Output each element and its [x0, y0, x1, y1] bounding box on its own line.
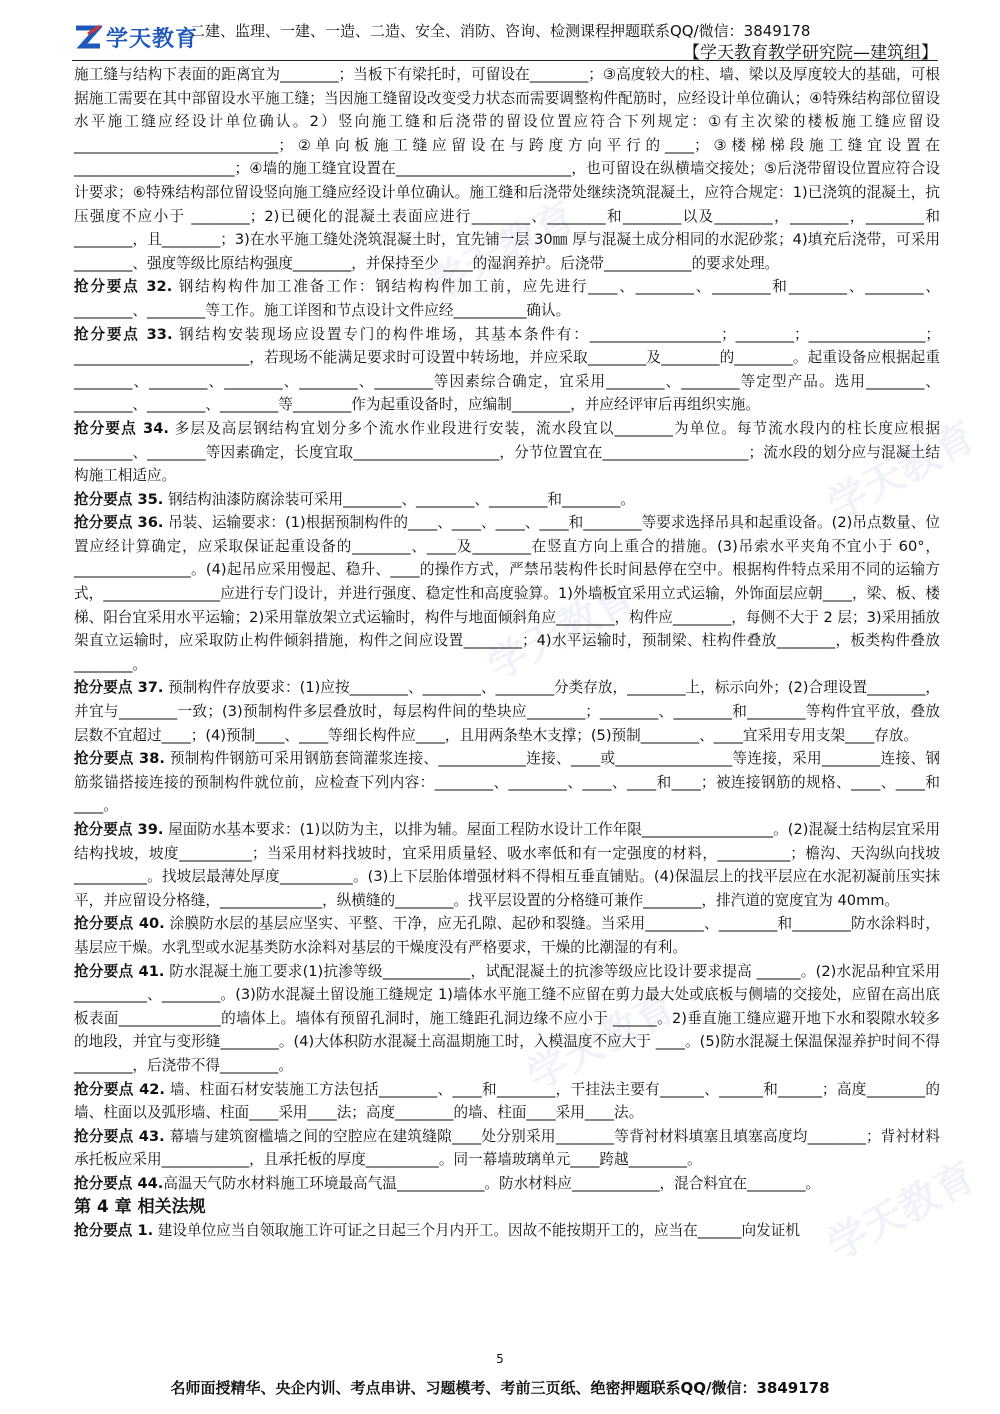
- key-point-text: 吊装、运输要求：(1)根据预制构件的____、____、____、____和________等要求选择吊具和起重设备。(2)吊点数量、位置应经计算确定，应采取保证起重设备的________、____及________在竖直方向上重合的措施。(3)吊索水平夹角不宜小于 60°，________________。(4)起吊应采用慢起、稳升、____的操作方式，严禁吊装构件长时间悬停在空中。根据构件特点采用不同的运输方式，________________应进行专门设计，并进行强度、稳定性和高度验算。1)外墙板宜采用立式运输，外饰面层应朝____，梁、板、楼梯、阳台宜采用水平运输；2)采用靠放架立式运输时，构件与地面倾斜角应________，构件应________，每侧不大于 2 层；3)采用插放架直立运输时，应采取防止构件倾斜措施，构件之间应设置________；4)水平运输时，预制梁、柱构件叠放________，板类构件叠放________。: [74, 514, 940, 673]
- key-point-33: [74, 323, 940, 417]
- watermark: 学天教育: [820, 413, 984, 530]
- key-point-label: 抢分要点 35.: [74, 490, 164, 508]
- key-point-34: [74, 417, 940, 488]
- key-point-39: [74, 818, 940, 912]
- key-point-32: [74, 275, 940, 322]
- logo-icon: [74, 24, 102, 50]
- logo-text: 学天教育: [106, 26, 199, 52]
- key-point-text: 墙、柱面石材安装施工方法包括________、____和________，干挂法主要有______、______和______；高度________的墙、柱面以及弧形墙、柱面____采用____法；高度________的墙、柱面____采用____法。: [74, 1080, 940, 1122]
- page-number: 5: [496, 1352, 504, 1366]
- watermark: 学天教育: [520, 983, 684, 1100]
- key-point-text: 涂膜防水层的基层应坚实、平整、干净，应无孔隙、起砂和裂缝。当采用________、________和________防水涂料时，基层应干燥。水乳型或水泥基类防水涂料对基层的干燥度没有严格要求，干燥的比潮湿的有利。: [74, 915, 940, 956]
- watermark: 学天教育: [420, 193, 584, 310]
- key-point-text: 屋面防水基本要求：(1)以防为主，以排为辅。屋面工程防水设计工作年限__________________。(2)混凝土结构层宜采用结构找坡，坡度__________；当采用材料找坡时，宜采用质量轻、吸水率低和有一定强度的材料，__________；檐沟、天沟纵向找坡__________。找坡层最薄处厚度__________。(3)上下层胎体增强材料不得相互垂直铺贴。(4)保温层上的找平层应在水泥初凝前压实抹平，并应留设分格缝，______________，纵横缝的________。找平层设置的分格缝可兼作________，排汽道的宽度宜为 40mm。: [74, 821, 940, 909]
- key-point-label: 抢分要点 1.: [74, 1222, 154, 1240]
- key-point-40: [74, 912, 940, 959]
- page-header: [0, 0, 1000, 62]
- key-point-label: 抢分要点 42.: [74, 1080, 165, 1098]
- key-point-label: 抢分要点 33.: [74, 325, 173, 343]
- header-department: 【学天教育教学研究院—建筑组】: [683, 43, 938, 63]
- key-point-42: [74, 1078, 940, 1125]
- paragraph: 施工缝与结构下表面的距离宜为________；当板下有梁托时，可留设在________；③高度较大的柱、墙、梁以及厚度较大的基础，可根据施工需要在其中部留设水平施工缝；当因施工缝留设改变受力状态而需要调整构件配筋时，应经设计单位确认；④特殊结构部位留设水平施工缝应经设计单位确认。2）竖向施工缝和后浇带的留设位置应符合下列规定：①有主次梁的楼板施工缝应留设____________________________；②单向板施工缝应留设在与跨度方向平行的____；③楼梯梯段施工缝宜设置在______________________；④墙的施工缝宜设置在________________________，也可留设在纵横墙交接处；⑤后浇带留设位置应符合设计要求；⑥特殊结构部位留设竖向施工缝应经设计单位确认。施工缝和后浇带处继续浇筑混凝土，应符合规定：1)已浇筑的混凝土，抗压强度不应小于 ________；2)已硬化的混凝土表面应进行________、________和________以及________，________，________和________，且________；3)在水平施工缝处浇筑混凝土时，宜先铺一层 30㎜ 厚与混凝土成分相同的水泥砂浆；4)填充后浇带，可采用________、强度等级比原结构强度________，并保持至少 ____的湿润养护。后浇带____________的要求处理。: [74, 66, 940, 272]
- chapter-heading: 第 4 章 相关法规: [74, 1196, 206, 1217]
- watermark: 学天教育: [480, 573, 644, 690]
- key-point-text: 建设单位应当自领取施工许可证之日起三个月内开工。因故不能按期开工的，应当在______向发证机: [153, 1222, 800, 1240]
- key-point-label: 抢分要点 39.: [74, 821, 164, 838]
- key-point-label: 抢分要点 36.: [74, 514, 164, 532]
- key-point-text: 高温天气防水材料施工环境最高气温____________。防水材料应____________，混合料宜在________。: [163, 1174, 821, 1192]
- key-point-label: 抢分要点 40.: [74, 915, 165, 933]
- key-point-35: [74, 488, 940, 512]
- key-point-text: 钢结构安装现场应设置专门的构件堆场，其基本条件有：__________________；________；________________；________________________，若现场不能满足要求时可设置中转场地，并应采取________及________的________。起重设备应根据起重________、________、________、________、________等因素综合确定，宜采用________、________等定型产品。选用________、________、________、________等________作为起重设备时，应编制________，并应经评审后再组织实施。: [74, 325, 940, 414]
- key-point-label: 抢分要点 41.: [74, 962, 165, 980]
- header-contact-line: 二建、监理、一建、一造、二造、安全、消防、咨询、检测课程押题联系QQ/微信：3849178: [190, 22, 811, 40]
- key-point-label: 抢分要点 44.: [74, 1174, 164, 1192]
- key-point-43: [74, 1125, 940, 1172]
- key-point-label: 抢分要点 37.: [74, 679, 164, 697]
- key-point-text: 预制构件存放要求：(1)应按________、________、________分类存放，________上，标示向外；(2)合理设置________，并宜与________一致；(3)预制构件多层叠放时，每层构件间的垫块应________；________、________和________等构件宜平放，叠放层数不宜超过____；(4)预制____、____等细长构件应____，且用两条垫木支撑；(5)预制________、____宜采用专用支架____存放。: [74, 679, 940, 744]
- key-point-text: 多层及高层钢结构宜划分多个流水作业段进行安装，流水段宜以________为单位。每节流水段内的柱长度应根据________、________等因素确定，长度宜取____________________，分节位置宜在____________________；流水段的划分应与混凝土结构施工相适应。: [74, 419, 940, 485]
- xuetian-logo: [74, 22, 198, 52]
- key-point-text: 钢结构构件加工准备工作：钢结构构件加工前，应先进行____、________、________和________、________、________、________等工作。施工详图和节点设计文件应经__________确认。: [74, 278, 940, 319]
- page-footer: 名师面授精华、央企内训、考点串讲、习题模考、考前三页纸、绝密押题联系QQ/微信：3849178: [170, 1379, 830, 1397]
- key-point-text: 幕墙与建筑窗槛墙之间的空腔应在建筑缝隙____处分别采用________等背衬材料填塞且填塞高度均________；背衬材料承托板应采用____________，且承托板的厚度__________。同一幕墙玻璃单元____跨越________。: [74, 1127, 940, 1169]
- key-point-label: 抢分要点 38.: [74, 750, 165, 768]
- key-point-38: [74, 747, 940, 818]
- key-point-44: [74, 1172, 940, 1196]
- key-point-label: 抢分要点 34.: [74, 419, 169, 437]
- key-point-text: 钢结构油漆防腐涂装可采用________、________、________和________。: [163, 490, 635, 508]
- key-point-36: [74, 511, 940, 676]
- header-divider: [72, 60, 938, 61]
- key-point-label: 抢分要点 43.: [74, 1127, 165, 1145]
- chapter4-key-point-1: [74, 1219, 940, 1243]
- key-point-37: [74, 676, 940, 747]
- key-point-text: 防水混凝土施工要求(1)抗渗等级____________，试配混凝土的抗渗等级应比设计要求提高 ______。(2)水泥品种宜采用__________、________。(3)防水混凝土留设施工缝规定 1)墙体水平施工缝不应留在剪力最大处或底板与侧墙的交接处，应留在高出底板表面______________的墙体上。墙体有预留孔洞时，施工缝距孔洞边缘不应小于 ______。2)垂直施工缝应避开地下水和裂隙水较多的地段，并宜与变形缝________。(4)大体积防水混凝土高温期施工时，入模温度不应大于 ____。(5)防水混凝土保温保湿养护时间不得________，后浇带不得________。: [74, 962, 940, 1074]
- key-point-41: [74, 960, 940, 1078]
- key-point-text: 预制构件钢筋可采用钢筋套筒灌浆连接、____________连接、____或________________等连接，采用________连接、钢筋浆锚搭接连接的预制构件就位前，应检查下列内容：________、________、____、____和____；被连接钢筋的规格、____、____和____。: [74, 750, 940, 815]
- key-point-label: 抢分要点 32.: [74, 278, 173, 296]
- document-body: [74, 63, 940, 1243]
- watermark: 学天教育: [820, 1153, 984, 1270]
